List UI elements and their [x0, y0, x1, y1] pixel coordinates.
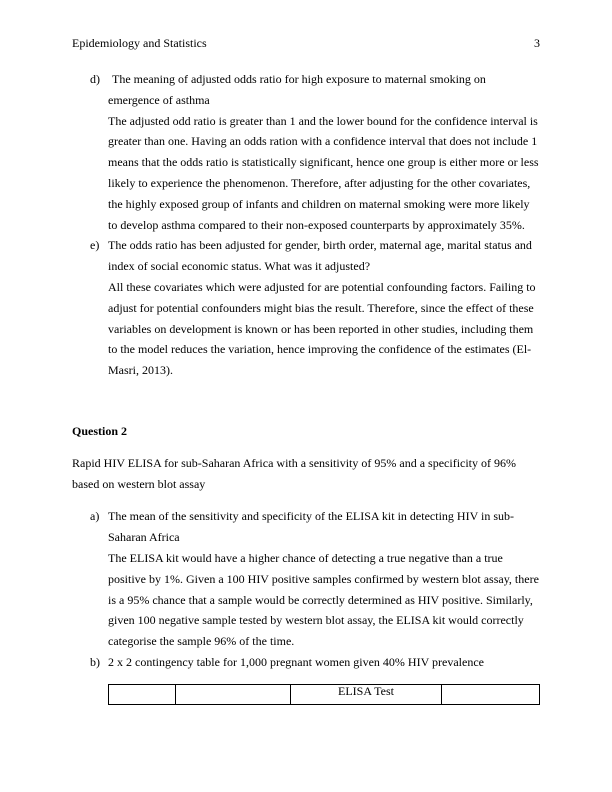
list-item-b	[72, 652, 540, 673]
question-intro: Rapid HIV ELISA for sub-Saharan Africa with a sensitivity of 95% and a specificity of 96% based on western blot assay	[72, 455, 517, 491]
item-question: The mean of the sensitivity and specificity of the ELISA kit in detecting HIV in sub-Saharan Africa	[108, 509, 515, 545]
table-row	[109, 685, 540, 705]
list-marker: b)	[90, 654, 100, 669]
item-question: The meaning of adjusted odds ratio for high exposure to maternal smoking on emergence of asthma	[108, 72, 486, 107]
item-answer: The ELISA kit would have a higher chance of detecting a true negative than a true positive by 1%. Given a 100 HIV positive samples confirmed by western blot assay, there is a 95% chance that a sample would be correctly determined as HIV positive. Similarly, given 100 negative sample tested by western blot assay, the ELISA kit would correctly categorise the sample 96% of the time.	[108, 550, 539, 649]
item-answer: The adjusted odd ratio is greater than 1 and the lower bound for the confidence interval is greater than one. Having an odds ration with a confidence interval that does not include 1 means that the odds ratio is statistically significant, hence one group is either more or less likely to experience the phenomenon. Therefore, after adjusting for the other covariates, the highly exposed group of infants and children on maternal smoking were more likely to develop asthma compared to their non-exposed counterparts by approximately 35%.	[108, 113, 539, 232]
page-number: 3	[534, 36, 540, 50]
list-item-a	[72, 506, 540, 652]
item-question: 2 x 2 contingency table for 1,000 pregnant women given 40% HIV prevalence	[108, 654, 484, 669]
header-title: Epidemiology and Statistics	[72, 36, 207, 50]
list-item-e	[72, 235, 540, 381]
table-cell	[442, 685, 540, 705]
document-body	[72, 69, 540, 673]
question-heading: Question 2	[72, 423, 128, 438]
list-marker: e)	[90, 238, 100, 253]
table-cell	[176, 685, 291, 705]
table-cell: ELISA Test	[291, 685, 442, 705]
contingency-table	[108, 684, 540, 705]
item-question: The odds ratio has been adjusted for gender, birth order, maternal age, marital status and index of social economic status. What was it adjusted?	[108, 238, 532, 274]
item-answer: All these covariates which were adjusted for are potential confounding factors. Failing to adjust for potential confounders might bias the result. Therefore, since the effect of these variables on development is known or has been reported in other studies, including them to the model reduces the variation, hence improving the confidence of the estimates (El-Masri, 2013).	[108, 279, 536, 378]
list-marker: d)	[90, 72, 100, 86]
list-marker: a)	[90, 509, 100, 524]
page-header	[72, 36, 540, 50]
list-item-d	[72, 69, 540, 235]
table-cell	[109, 685, 176, 705]
